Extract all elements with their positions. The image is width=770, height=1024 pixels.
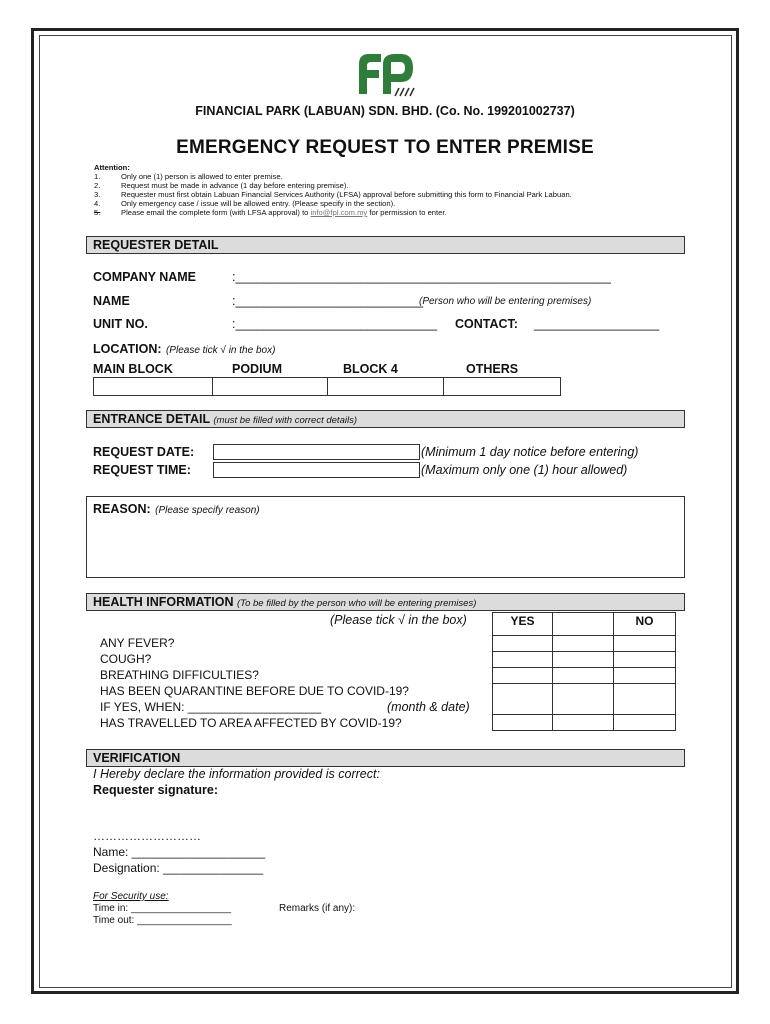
time-in-field[interactable]: Time in: __________________ [93,903,232,914]
travel-spacer-cell [552,714,614,731]
fever-yes-cell[interactable] [492,635,553,652]
no-header: NO [613,612,676,636]
quarantine-yes-cell[interactable] [492,683,553,715]
fever-no-cell[interactable] [613,635,676,652]
attention-num: 4. [94,199,101,208]
contact-label: CONTACT: [455,317,518,331]
request-date-note: (Minimum 1 day notice before entering) [421,445,639,459]
contact-field[interactable]: __________________ [534,317,660,331]
verification-section-bar [86,749,685,767]
signature-line[interactable]: ……………………… [93,829,201,843]
cough-spacer-cell [552,651,614,668]
signature-label: Requester signature: [93,783,219,797]
health-section-title [93,595,476,609]
location-block4-checkbox[interactable] [327,377,444,396]
location-podium-checkbox[interactable] [212,377,328,396]
name-field[interactable]: :___________________________ [232,294,424,308]
request-date-label: REQUEST DATE: [93,445,195,459]
declaration-text: I Hereby declare the information provided is correct: [93,767,380,781]
attention-item: Only one (1) person is allowed to enter premise. [121,172,283,181]
reason-heading [93,500,260,518]
fever-spacer-cell [552,635,614,652]
breathing-spacer-cell [552,667,614,684]
request-date-input[interactable] [213,444,420,460]
request-time-label: REQUEST TIME: [93,463,191,477]
location-others-label: OTHERS [466,362,519,376]
attention-item: Only emergency case / issue will be allowed entry. (Please specify in the section). [121,199,396,208]
quarantine-spacer-cell [552,683,614,715]
attention-num: 3. [94,190,101,199]
location-podium-label: PODIUM [232,362,282,376]
attention-item: Requester must first obtain Labuan Financial Services Authority (LFSA) approval before submitting this form to Financial Park Labuan. [121,190,572,199]
quarantine-no-cell[interactable] [613,683,676,715]
travel-no-cell[interactable] [613,714,676,731]
location-label: LOCATION: [93,342,162,356]
email-link[interactable]: info@fpl.com.my [310,208,368,217]
health-tick-note: (Please tick √ in the box) [330,613,467,627]
attention-text: Please email the complete form (with LFSA approval) to [121,208,309,217]
attention-num: 5. [94,208,101,217]
company-name: FINANCIAL PARK (LABUAN) SDN. BHD. (Co. No. 199201002737) [195,104,575,118]
attention-heading: Attention: [94,163,130,172]
location-others-checkbox[interactable] [443,377,561,396]
health-title-text: HEALTH INFORMATION [93,595,234,609]
attention-item: Request must be made in advance (1 day before entering premise). [121,181,349,190]
reason-label: REASON: [93,502,151,516]
attention-item [121,208,447,217]
signer-name-field[interactable]: Name: ____________________ [93,845,266,859]
question-travel: HAS TRAVELLED TO AREA AFFECTED BY COVID-19? [100,716,402,730]
entrance-section-note: (must be filled with correct details) [213,415,357,426]
attention-num: 1. [94,172,101,181]
requester-section-title: REQUESTER DETAIL [93,238,219,252]
unit-field[interactable]: :_____________________________ [232,317,438,331]
location-main-block-checkbox[interactable] [93,377,213,396]
travel-yes-cell[interactable] [492,714,553,731]
request-time-note: (Maximum only one (1) hour allowed) [421,463,628,477]
unit-label: UNIT NO. [93,317,148,331]
entrance-title-text: ENTRANCE DETAIL [93,412,210,426]
entrance-section-bar [86,410,685,428]
location-note: (Please tick √ in the box) [165,345,276,356]
time-out-field[interactable]: Time out: _________________ [93,915,232,926]
attention-num: 2. [94,181,101,190]
location-main-block-label: MAIN BLOCK [93,362,173,376]
request-time-input[interactable] [213,462,420,478]
question-quarantine-when: IF YES, WHEN: ____________________ [100,700,322,714]
location-block4-label: BLOCK 4 [343,362,398,376]
company-name-label: COMPANY NAME [93,270,197,284]
question-fever: ANY FEVER? [100,636,175,650]
designation-field[interactable]: Designation: _______________ [93,861,264,875]
security-heading: For Security use: [93,891,169,902]
entrance-section-title [93,412,357,426]
question-quarantine: HAS BEEN QUARANTINE BEFORE DUE TO COVID-19? [100,684,409,698]
requester-section-bar [86,236,685,254]
name-label: NAME [93,294,130,308]
health-section-bar [86,593,685,611]
location-row [93,340,275,358]
form-title: EMERGENCY REQUEST TO ENTER PREMISE [176,137,594,158]
attention-text: for permission to enter. [369,208,447,217]
company-name-field[interactable]: :______________________________________________________ [232,270,611,284]
yes-header: YES [492,612,553,636]
verification-section-title: VERIFICATION [93,751,181,765]
breathing-no-cell[interactable] [613,667,676,684]
reason-note: (Please specify reason) [155,505,260,516]
remarks-label: Remarks (if any): [279,903,356,914]
cough-yes-cell[interactable] [492,651,553,668]
health-section-note: (To be filled by the person who will be entering premises) [236,598,477,609]
cough-no-cell[interactable] [613,651,676,668]
month-date-note: (month & date) [387,700,470,714]
table-header-spacer [552,612,614,636]
name-note: (Person who will be entering premises) [419,296,592,307]
question-cough: COUGH? [100,652,152,666]
reason-box[interactable] [86,496,685,578]
breathing-yes-cell[interactable] [492,667,553,684]
fp-logo-icon [355,50,417,98]
question-breathing: BREATHING DIFFICULTIES? [100,668,259,682]
